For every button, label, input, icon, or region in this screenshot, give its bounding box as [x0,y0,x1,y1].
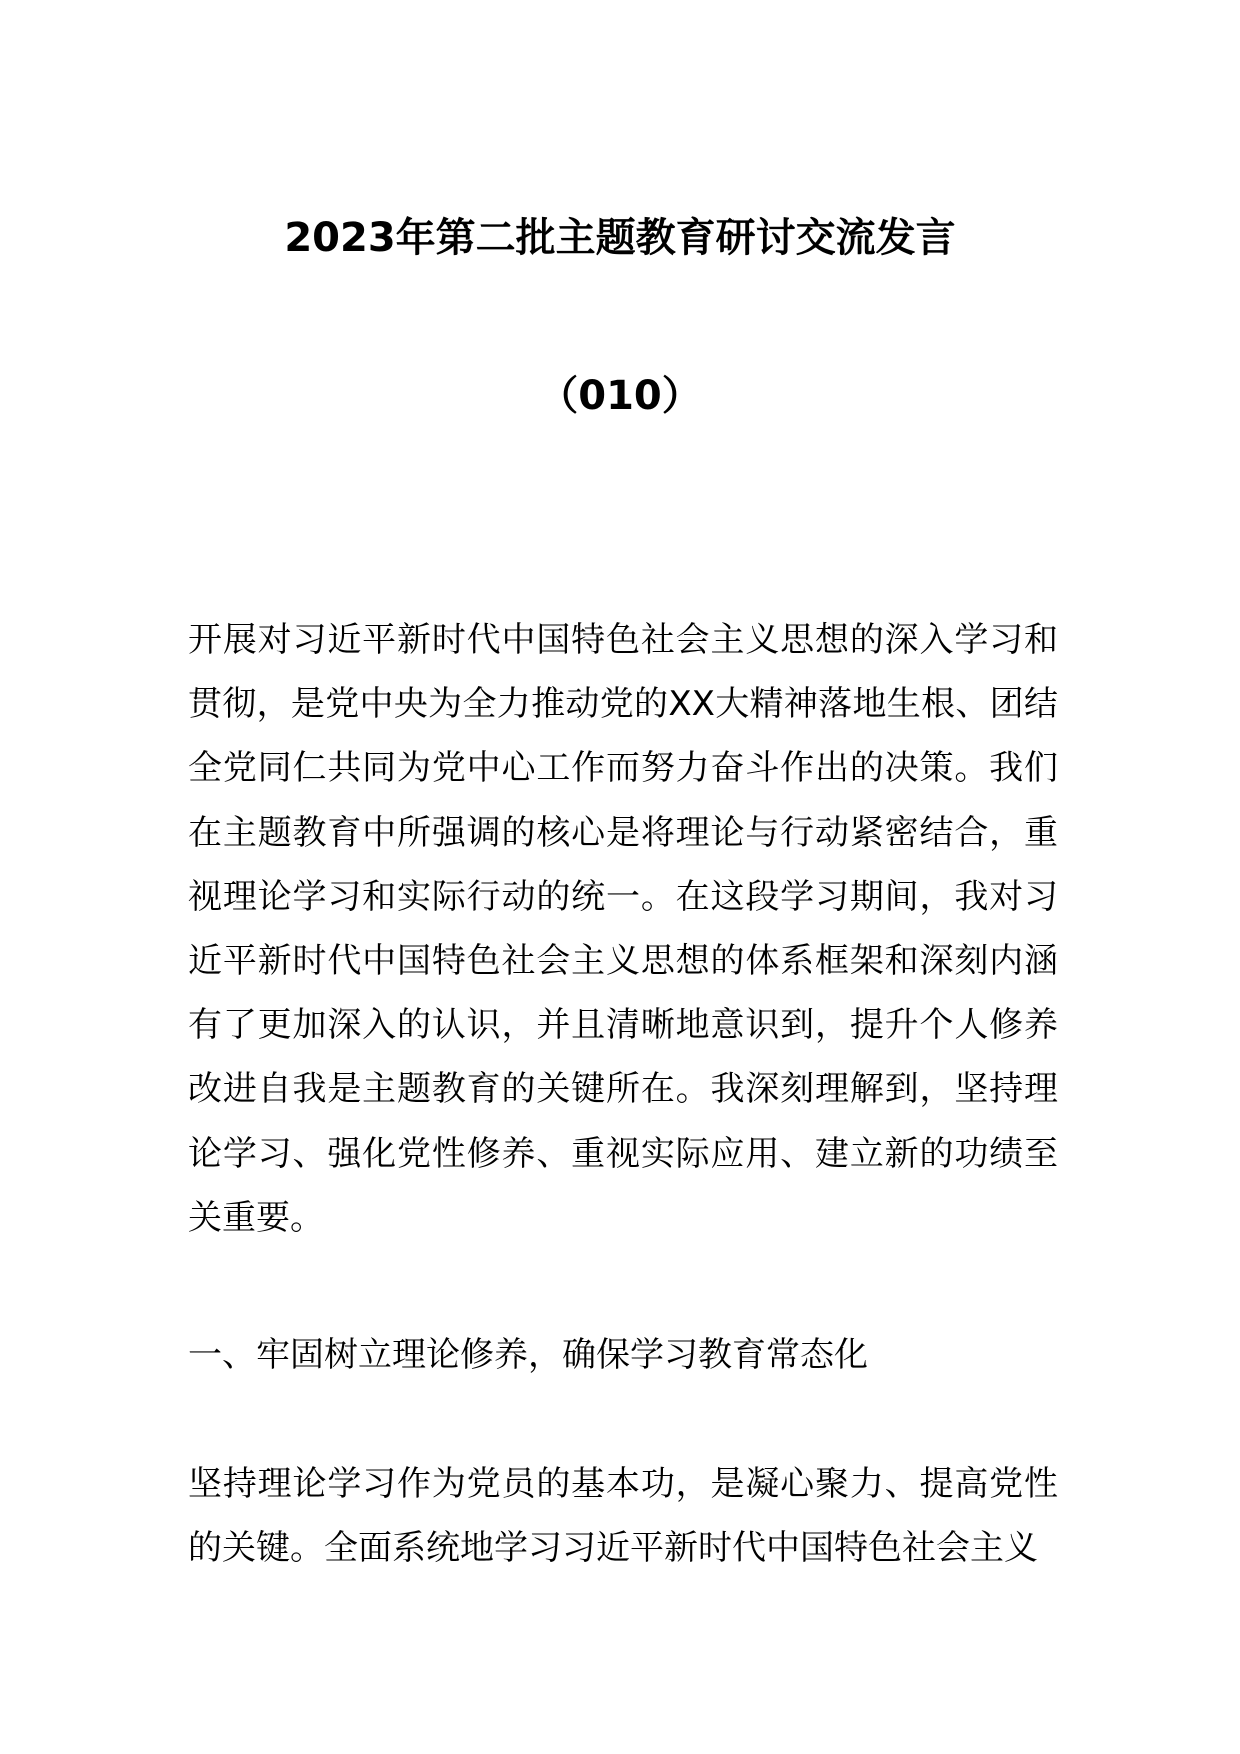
section-heading: 一、牢固树立理论修养，确保学习教育常态化 [188,1335,868,1375]
document-title: 2023年第二批主题教育研讨交流发言 [284,215,956,261]
intro-paragraph: 开展对习近平新时代中国特色社会主义思想的深入学习和贯彻，是党中央为全力推动党的XX大精神落地生根、团结全党同仁共同为党中心工作而努力奋斗作出的决策。我们在主题教育中所强调的核心是将理论与行动紧密结合，重视理论学习和实际行动的统一。在这段学习期间，我对习近平新时代中国特色社会主义思想的体系框架和深刻内涵有了更加深入的认识，并且清晰地意识到，提升个人修养改进自我是主题教育的关键所在。我深刻理解到，坚持理论学习、强化党性修养、重视实际应用、建立新的功绩至关重要。 [188,620,1058,1238]
section-paragraph: 坚持理论学习作为党员的基本功，是凝心聚力、提高党性的关键。全面系统地学习习近平新时代中国特色社会主义 [188,1464,1058,1569]
document-subtitle: （010） [538,373,702,419]
